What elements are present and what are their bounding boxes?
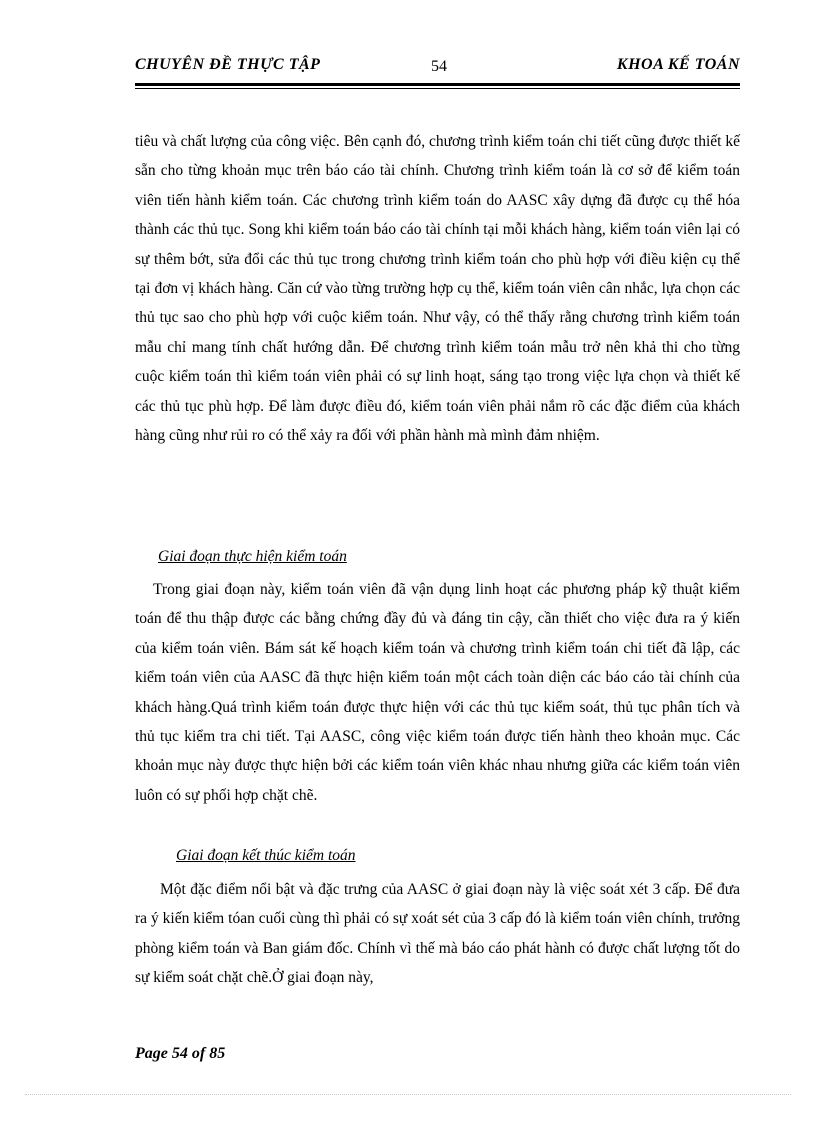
header-rule-thin <box>135 88 740 89</box>
page-header <box>135 56 740 84</box>
paragraph-audit-program: tiêu và chất lượng của công việc. Bên cạnh đó, chương trình kiểm toán chi tiết cũng được thiết kế sẵn cho từng khoản mục trên báo cáo tài chính. Chương trình kiểm toán là cơ sở để kiểm toán viên tiến hành kiểm toán. Các chương trình kiểm toán do AASC xây dựng đã được cụ thể hóa thành các thủ tục. Song khi kiểm toán báo cáo tài chính tại mỗi khách hàng, kiểm toán viên lại có sự thêm bớt, sửa đổi các thủ tục trong chương trình kiểm toán cho phù hợp với điều kiện cụ thể tại đơn vị khách hàng. Căn cứ vào từng trường hợp cụ thể, kiểm toán viên cân nhắc, lựa chọn các thủ tục sao cho phù hợp với cuộc kiểm toán. Như vậy, có thể thấy rằng chương trình kiểm toán mẫu chỉ mang tính chất hướng dẫn. Để chương trình kiểm toán mẫu trở nên khả thi cho từng cuộc kiểm toán thì kiểm toán viên phải có sự linh hoạt, sáng tạo trong việc lựa chọn và thiết kế các thủ tục phù hợp. Để làm được điều đó, kiểm toán viên phải nắm rõ các đặc điểm của khách hàng cũng như rủi ro có thể xảy ra đối với phần hành mà mình đảm nhiệm. <box>135 133 740 445</box>
header-page-number: 54 <box>431 58 447 75</box>
page-bottom-edge <box>25 1094 791 1095</box>
paragraph-completion-phase: Một đặc điểm nổi bật và đặc trưng của AASC ở giai đoạn này là việc soát xét 3 cấp. Để đưa ra ý kiến kiểm tóan cuối cùng thì phải có sự xoát sét của 3 cấp đó là kiểm toán viên chính, trưởng phòng kiểm toán và Ban giám đốc. Chính vì thế mà báo cáo phát hành có được chất lượng tốt do sự kiểm soát chặt chẽ.Ở giai đoạn này, <box>135 881 740 987</box>
page-footer: Page 54 of 85 <box>135 1045 226 1062</box>
header-title-left: CHUYÊN ĐỀ THỰC TẬP <box>135 56 321 73</box>
subheading-completion-phase: Giai đoạn kết thúc kiểm toán <box>176 847 356 864</box>
header-title-right: KHOA KẾ TOÁN <box>616 56 740 73</box>
header-rule-thick <box>135 83 740 86</box>
paragraph-execution-phase: Trong giai đoạn này, kiểm toán viên đã vận dụng linh hoạt các phương pháp kỹ thuật kiểm toán để thu thập được các bằng chứng đầy đủ và đáng tin cậy, cần thiết cho việc đưa ra ý kiến của kiểm toán viên. Bám sát kế hoạch kiểm toán và chương trình kiểm toán chi tiết đã lập, các kiểm toán viên của AASC đã thực hiện kiểm toán một cách toàn diện các báo cáo tài chính của khách hàng.Quá trình kiểm toán được thực hiện với các thủ tục kiểm soát, thủ tục phân tích và thủ tục kiểm tra chi tiết. Tại AASC, công việc kiểm toán được tiến hành theo khoản mục. Các khoản mục này được thực hiện bởi các kiểm toán viên khác nhau nhưng giữa các kiểm toán viên luôn có sự phối hợp chặt chẽ. <box>135 581 740 804</box>
subheading-execution-phase: Giai đoạn thực hiện kiểm toán <box>158 548 347 565</box>
